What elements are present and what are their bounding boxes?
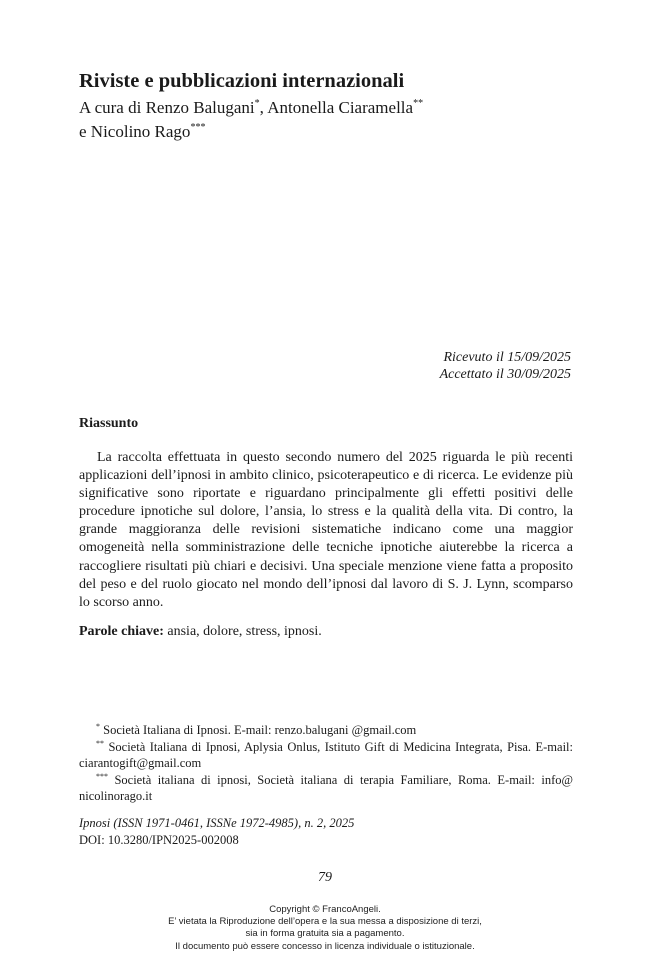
copyright-notice [0,904,650,953]
footnotes [79,722,573,805]
copyright-line: E’ vietata la Riproduzione dell’opera e la sua messa a disposizione di terzi, [168,916,482,928]
abstract-text: La raccolta effettuata in questo secondo numero del 2025 riguarda le più recenti applicazioni dell’ipnosi in ambito clinico, psicoterapeutico e di ricerca. Le evidenze più significative sono riportate e riguardano principalmente gli effetti positivi delle procedure ipnotiche sul dolore, l’ansia, lo stress e la qualità della vita. Di contro, la grande maggioranza delle revisioni sistematiche indicano come una maggior omogeneità nella somministrazione delle tecniche ipnotiche aiuterebbe la ricerca a raccogliere risultati più chiari e decisivi. Una speciale menzione viene fatta a proposito del peso e del ruolo giocato nel mondo dell’ipnosi dal lavoro di S. J. Lynn, scomparso lo scorso anno. [79,450,573,610]
author-name: Antonella Ciaramella [267,98,414,117]
keywords-label: Parole chiave: [79,624,164,639]
author-separator: e [79,122,91,141]
footnote [79,739,573,772]
keywords [79,624,573,640]
journal-info [79,815,354,848]
accepted-date: Accettato il 30/09/2025 [439,367,571,382]
copyright-line: Copyright © FrancoAngeli. [269,904,381,915]
abstract-heading: Riassunto [79,416,139,431]
submission-dates [440,349,571,383]
page-number: 79 [318,870,332,885]
keywords-value: ansia, dolore, stress, ipnosi. [163,624,322,639]
footnote [79,722,573,739]
author-name: Renzo Balugani [145,98,255,117]
footnote-text: Società Italiana di Ipnosi, Aplysia Onlus, Istituto Gift di Medicina Integrata, Pisa. E-mail: ciarantogift@gmail.com [79,739,573,771]
journal-reference: Ipnosi (ISSN 1971-0461, ISSNe 1972-4985), n. 2, 2025 [79,816,355,830]
footnote-marker: * [254,98,260,109]
copyright-line: Il documento può essere concesso in licenza individuale o istituzionale. [175,940,475,952]
footnote-marker: ** [413,98,424,109]
footnote-marker: * [96,722,100,731]
copyright-line: sia in forma gratuita sia a pagamento. [245,928,405,940]
author-line-1 [79,96,599,120]
author-separator: , [259,98,268,117]
footnote-text: Società Italiana di Ipnosi. E-mail: renzo.balugani @gmail.com [100,723,417,737]
footnote-marker: *** [190,122,206,133]
received-date: Ricevuto il 15/09/2025 [443,350,571,365]
doi: DOI: 10.3280/IPN2025-002008 [79,832,239,847]
author-name: Nicolino Rago [90,122,191,141]
footnote [79,772,573,805]
authors-prefix: A cura di [79,98,146,117]
author-list [79,96,599,144]
footnote-marker: *** [96,771,108,781]
article-title: Riviste e pubblicazioni internazionali [79,70,405,92]
footnote-marker: ** [96,738,104,748]
footnote-text: Società italiana di ipnosi, Società italiana di terapia Familiare, Roma. E-mail: info@ nicolinorago.it [79,772,573,804]
author-line-2 [79,120,599,144]
